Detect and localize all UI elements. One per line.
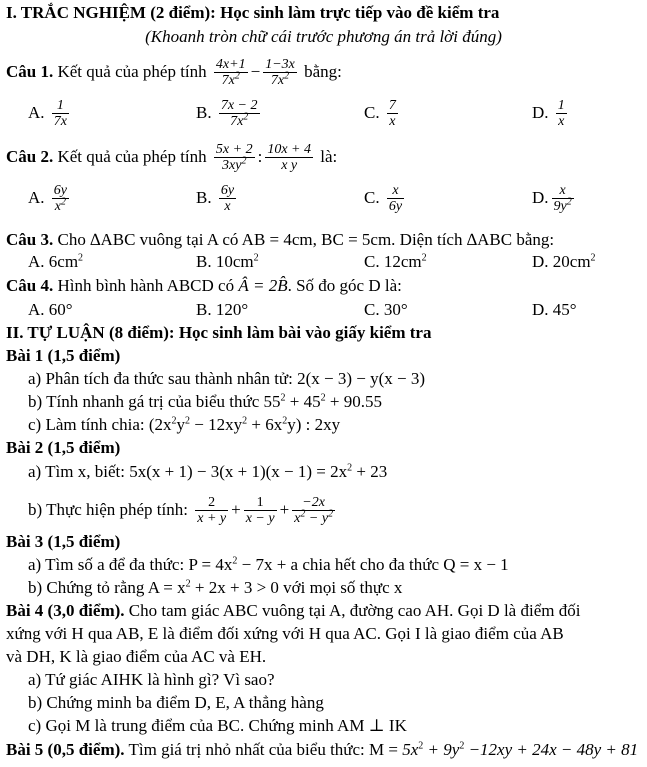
question-3: Câu 3. Cho ∆ABC vuông tại A có AB = 4cm, BC = 5cm. Diện tích ∆ABC bằng:	[6, 230, 555, 249]
exercise-2-b: b) Thực hiện phép tính: $\frac{2}{x + y}$ + $\frac{1}{x - y}$ + $\frac{-2x}{x^2 - y^2}$	[28, 495, 334, 527]
question-2-option-b[interactable]: B. $\frac{6y}{x}$	[196, 183, 235, 215]
section-1-title: I. TRẮC NGHIỆM (2 điểm): Học sinh làm trực tiếp vào đề kiểm tra	[6, 3, 500, 22]
question-1-option-a[interactable]: A. $\frac{1}{7x}$	[28, 98, 67, 130]
exercise-1-a: a) Phân tích đa thức sau thành nhân tử: 2(x − 3) − y(x − 3)	[28, 369, 426, 388]
question-4-option-d[interactable]: D. 45°	[532, 300, 577, 319]
exercise-3-b: b) Chứng tỏ rằng $A = x^2 + 2x + 3 > 0$ với mọi số thực x	[28, 578, 403, 597]
numerator: 1−3x	[265, 57, 295, 72]
question-2-text: Kết quả của phép tính	[57, 146, 207, 166]
question-3-option-d[interactable]: D. $20cm^2$	[532, 252, 596, 271]
section-2-title: II. TỰ LUẬN (8 điểm): Học sinh làm bài vào giấy kiểm tra	[6, 323, 432, 342]
exercise-1-title: Bài 1 (1,5 điểm)	[6, 346, 121, 365]
question-1-fraction-2	[263, 57, 297, 89]
question-1-label: Câu 1.	[6, 61, 54, 81]
question-1-option-b[interactable]: B. $\frac{7x - 2}{7x^2}$	[196, 98, 258, 130]
question-2	[6, 142, 337, 174]
question-2-option-d[interactable]: D. $\frac{x}{9y^2}$	[532, 183, 572, 215]
question-1-tail: bằng:	[304, 61, 342, 81]
question-1	[6, 57, 342, 89]
section-1-subtitle: (Khoanh tròn chữ cái trước phương án trả lời đúng)	[145, 27, 502, 46]
question-3-option-a[interactable]: A. $6cm^2$	[28, 252, 84, 271]
exercise-4-c: c) Gọi M là trung điểm của BC. Chứng minh AM ⊥ IK	[28, 716, 407, 735]
question-4: Câu 4. Hình bình hành ABCD có Â = 2B̂. Số đo góc D là:	[6, 276, 402, 295]
question-1-fraction-1	[214, 57, 248, 89]
question-2-option-c[interactable]: C. $\frac{x}{6y}$	[364, 183, 403, 215]
exercise-2-a: a) Tìm x, biết: $5x(x + 1) - 3(x + 1)(x - 1) = 2x^2 + 23$	[28, 462, 388, 481]
exercise-4-line-3: và DH, K là giao điểm của AC và EH.	[6, 647, 267, 666]
exercise-4-line-2: xứng với H qua AB, E là điểm đối xứng với H qua AC. Gọi I là giao điểm của AB	[6, 624, 564, 643]
question-1-text: Kết quả của phép tính	[57, 61, 207, 81]
question-2-tail: là:	[320, 146, 338, 166]
exercise-4-a: a) Tứ giác AIHK là hình gì? Vì sao?	[28, 670, 275, 689]
question-4-option-c[interactable]: C. 30°	[364, 300, 408, 319]
question-2-label: Câu 2.	[6, 146, 54, 166]
question-1-option-c[interactable]: C. $\frac{7}{x}$	[364, 98, 396, 130]
question-4-option-a[interactable]: A. 60°	[28, 300, 73, 319]
exercise-4-line-1: Bài 4 (3,0 điểm). Cho tam giác ABC vuông tại A, đường cao AH. Gọi D là điểm đối	[6, 601, 581, 620]
denominator: $7x^2$	[221, 70, 240, 89]
question-2-option-a[interactable]: A. $\frac{6y}{x^2}$	[28, 183, 67, 215]
exercise-2-title: Bài 2 (1,5 điểm)	[6, 438, 121, 457]
question-2-fraction-2: $\frac{10x + 4}{\text{x y}}$	[267, 142, 311, 174]
exercise-1-c: c) Làm tính chia: $(2x^2y^2 - 12xy^2 + 6x^2y)$ : 2xy	[28, 415, 341, 434]
denominator: $7x^2$	[270, 70, 290, 89]
exercise-3-a: a) Tìm số a để đa thức: $P = 4x^2 - 7x + a$ chia hết cho đa thức Q = x − 1	[28, 555, 509, 574]
colon-sign: :	[257, 146, 263, 166]
question-4-option-b[interactable]: B. 120°	[196, 300, 249, 319]
question-3-option-c[interactable]: C. $12cm^2$	[364, 252, 427, 271]
question-1-option-d[interactable]: D. $\frac{1}{x}$	[532, 98, 565, 130]
question-2-fraction-1: $\frac{5x + 2}{3xy^2}$	[215, 142, 253, 174]
exercise-4-b: b) Chứng minh ba điểm D, E, A thẳng hàng	[28, 693, 324, 712]
numerator: 4x+1	[215, 57, 246, 72]
minus-sign: −	[250, 61, 261, 81]
question-3-option-b[interactable]: B. $10cm^2$	[196, 252, 259, 271]
exercise-5: Bài 5 (0,5 điểm). Tìm giá trị nhỏ nhất của biểu thức: $M = 5x^2 + 9y^2 -12xy + 24x - 48y + 81$	[6, 740, 639, 759]
exercise-3-title: Bài 3 (1,5 điểm)	[6, 532, 121, 551]
exercise-1-b: b) Tính nhanh gá trị của biểu thức $55^2 + 45^2 + 90.55$	[28, 392, 382, 411]
angle-math: Â = 2B̂	[238, 276, 288, 295]
